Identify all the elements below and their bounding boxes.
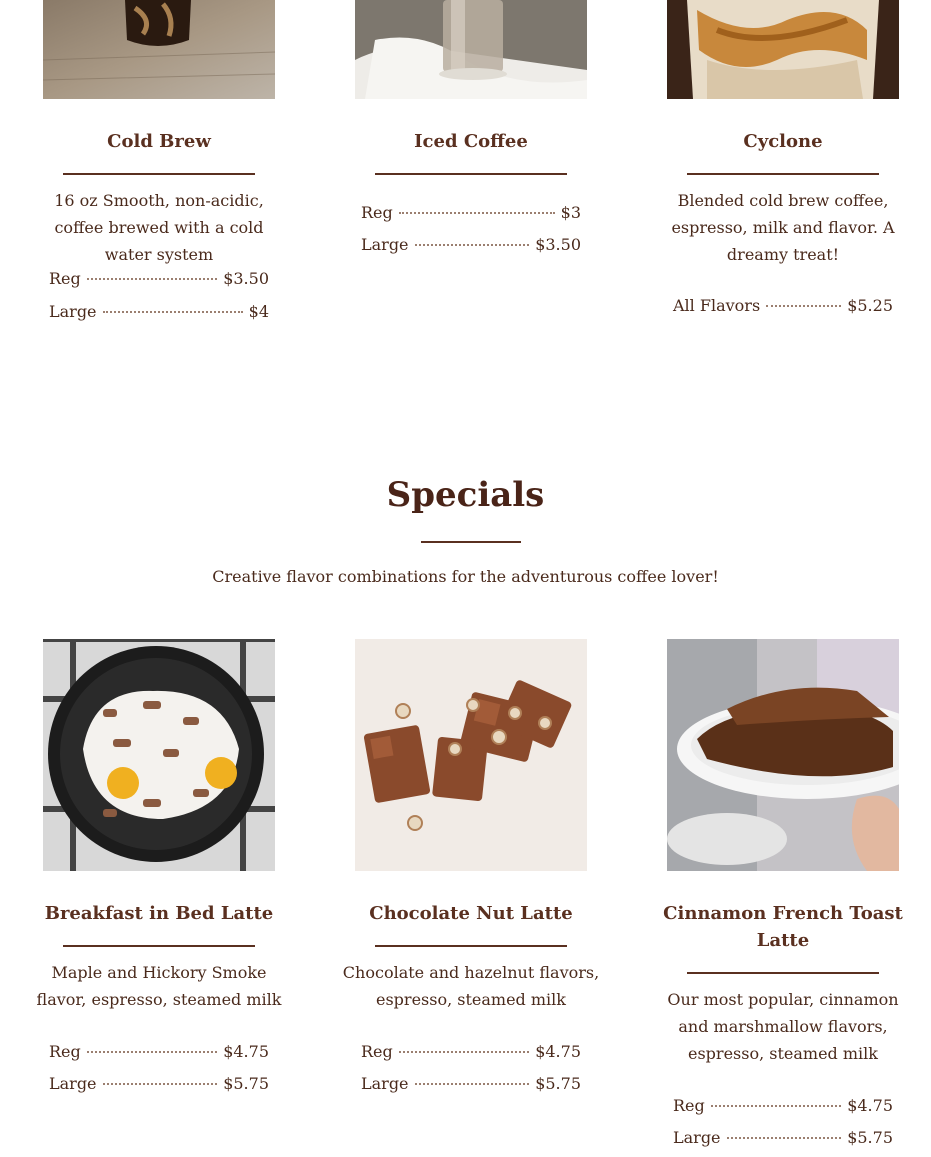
- price-label: Reg: [49, 269, 81, 288]
- menu-card-cold-brew: [4, 0, 314, 330]
- price-label: Reg: [361, 203, 393, 222]
- menu-card-iced-coffee: [316, 0, 626, 330]
- iced-coffee-divider: [375, 173, 567, 175]
- breakfast-in-bed-latte-description: Maple and Hickory Smoke flavor, espresso, steamed milk: [36, 963, 282, 1009]
- price-leader-dots: [766, 305, 841, 307]
- chocolate-nut-latte-description: Chocolate and hazelnut flavors, espresso, steamed milk: [342, 963, 600, 1009]
- cinnamon-french-toast-latte-photo: [667, 639, 899, 871]
- breakfast-in-bed-latte-divider: [63, 945, 255, 947]
- price-leader-dots: [415, 244, 530, 246]
- specials-divider: [421, 541, 521, 543]
- price-label: Reg: [49, 1042, 81, 1061]
- cyclone-price-all: [673, 295, 893, 317]
- menu-card-cyclone: [628, 0, 931, 330]
- cinnamon-french-toast-latte-price-reg: [673, 1095, 893, 1117]
- chocolate-nut-latte-divider: [375, 945, 567, 947]
- cold-brew-divider: [63, 173, 255, 175]
- cold-brew-photo: [43, 0, 275, 99]
- cinnamon-french-toast-latte-title: Cinnamon French Toast Latte: [663, 903, 903, 951]
- cold-brew-description: 16 oz Smooth, non-acidic, coffee brewed with a cold water system: [54, 191, 264, 264]
- cyclone-title: Cyclone: [743, 131, 823, 152]
- price-label: Large: [49, 302, 97, 321]
- specials-subtitle: Creative flavor combinations for the adventurous coffee lover!: [212, 567, 719, 586]
- price-leader-dots: [103, 1083, 218, 1085]
- menu-card-cinnamon-french-toast-latte: [628, 639, 931, 1154]
- price-leader-dots: [727, 1137, 842, 1139]
- price-value: $5.75: [223, 1074, 269, 1093]
- price-label: Large: [673, 1128, 721, 1147]
- cyclone-divider: [687, 173, 879, 175]
- menu-card-chocolate-nut-latte: [316, 639, 626, 1109]
- menu-card-breakfast-in-bed-latte: [4, 639, 314, 1109]
- price-leader-dots: [399, 212, 555, 214]
- price-label: All Flavors: [673, 296, 761, 315]
- cold-brew-title: Cold Brew: [107, 131, 211, 152]
- chocolate-nut-latte-price-reg: [361, 1041, 581, 1063]
- specials-heading: Specials: [386, 475, 545, 515]
- price-value: $4.75: [847, 1096, 893, 1115]
- breakfast-in-bed-latte-photo: [43, 639, 275, 871]
- cinnamon-french-toast-latte-price-large: [673, 1127, 893, 1149]
- cinnamon-french-toast-latte-divider: [687, 972, 879, 974]
- iced-coffee-title: Iced Coffee: [414, 131, 528, 152]
- price-value: $5.75: [535, 1074, 581, 1093]
- price-label: Reg: [361, 1042, 393, 1061]
- price-leader-dots: [103, 311, 243, 313]
- price-leader-dots: [711, 1105, 841, 1107]
- breakfast-in-bed-latte-price-large: [49, 1073, 269, 1095]
- price-leader-dots: [87, 1051, 217, 1053]
- chocolate-nut-latte-photo: [355, 639, 587, 871]
- price-leader-dots: [87, 278, 217, 280]
- price-label: Large: [361, 1074, 409, 1093]
- chocolate-nut-latte-price-large: [361, 1073, 581, 1095]
- cinnamon-french-toast-latte-description: Our most popular, cinnamon and marshmallow flavors, espresso, steamed milk: [667, 990, 899, 1063]
- price-label: Large: [49, 1074, 97, 1093]
- price-label: Large: [361, 235, 409, 254]
- iced-coffee-price-large: [361, 234, 581, 256]
- cold-brew-price-reg: [49, 268, 269, 290]
- cyclone-photo: [667, 0, 899, 99]
- price-value: $4.75: [535, 1042, 581, 1061]
- price-value: $3: [560, 203, 581, 222]
- price-value: $5.75: [847, 1128, 893, 1147]
- price-label: Reg: [673, 1096, 705, 1115]
- price-value: $4.75: [223, 1042, 269, 1061]
- price-value: $4: [248, 302, 269, 321]
- cyclone-description: Blended cold brew coffee, espresso, milk and flavor. A dreamy treat!: [671, 191, 895, 264]
- chocolate-nut-latte-title: Chocolate Nut Latte: [369, 903, 573, 924]
- price-value: $3.50: [223, 269, 269, 288]
- iced-coffee-price-reg: [361, 202, 581, 224]
- breakfast-in-bed-latte-title: Breakfast in Bed Latte: [44, 903, 274, 924]
- price-leader-dots: [415, 1083, 530, 1085]
- price-leader-dots: [399, 1051, 529, 1053]
- price-value: $5.25: [847, 296, 893, 315]
- iced-coffee-photo: [355, 0, 587, 99]
- breakfast-in-bed-latte-price-reg: [49, 1041, 269, 1063]
- cold-brew-price-large: [49, 301, 269, 323]
- price-value: $3.50: [535, 235, 581, 254]
